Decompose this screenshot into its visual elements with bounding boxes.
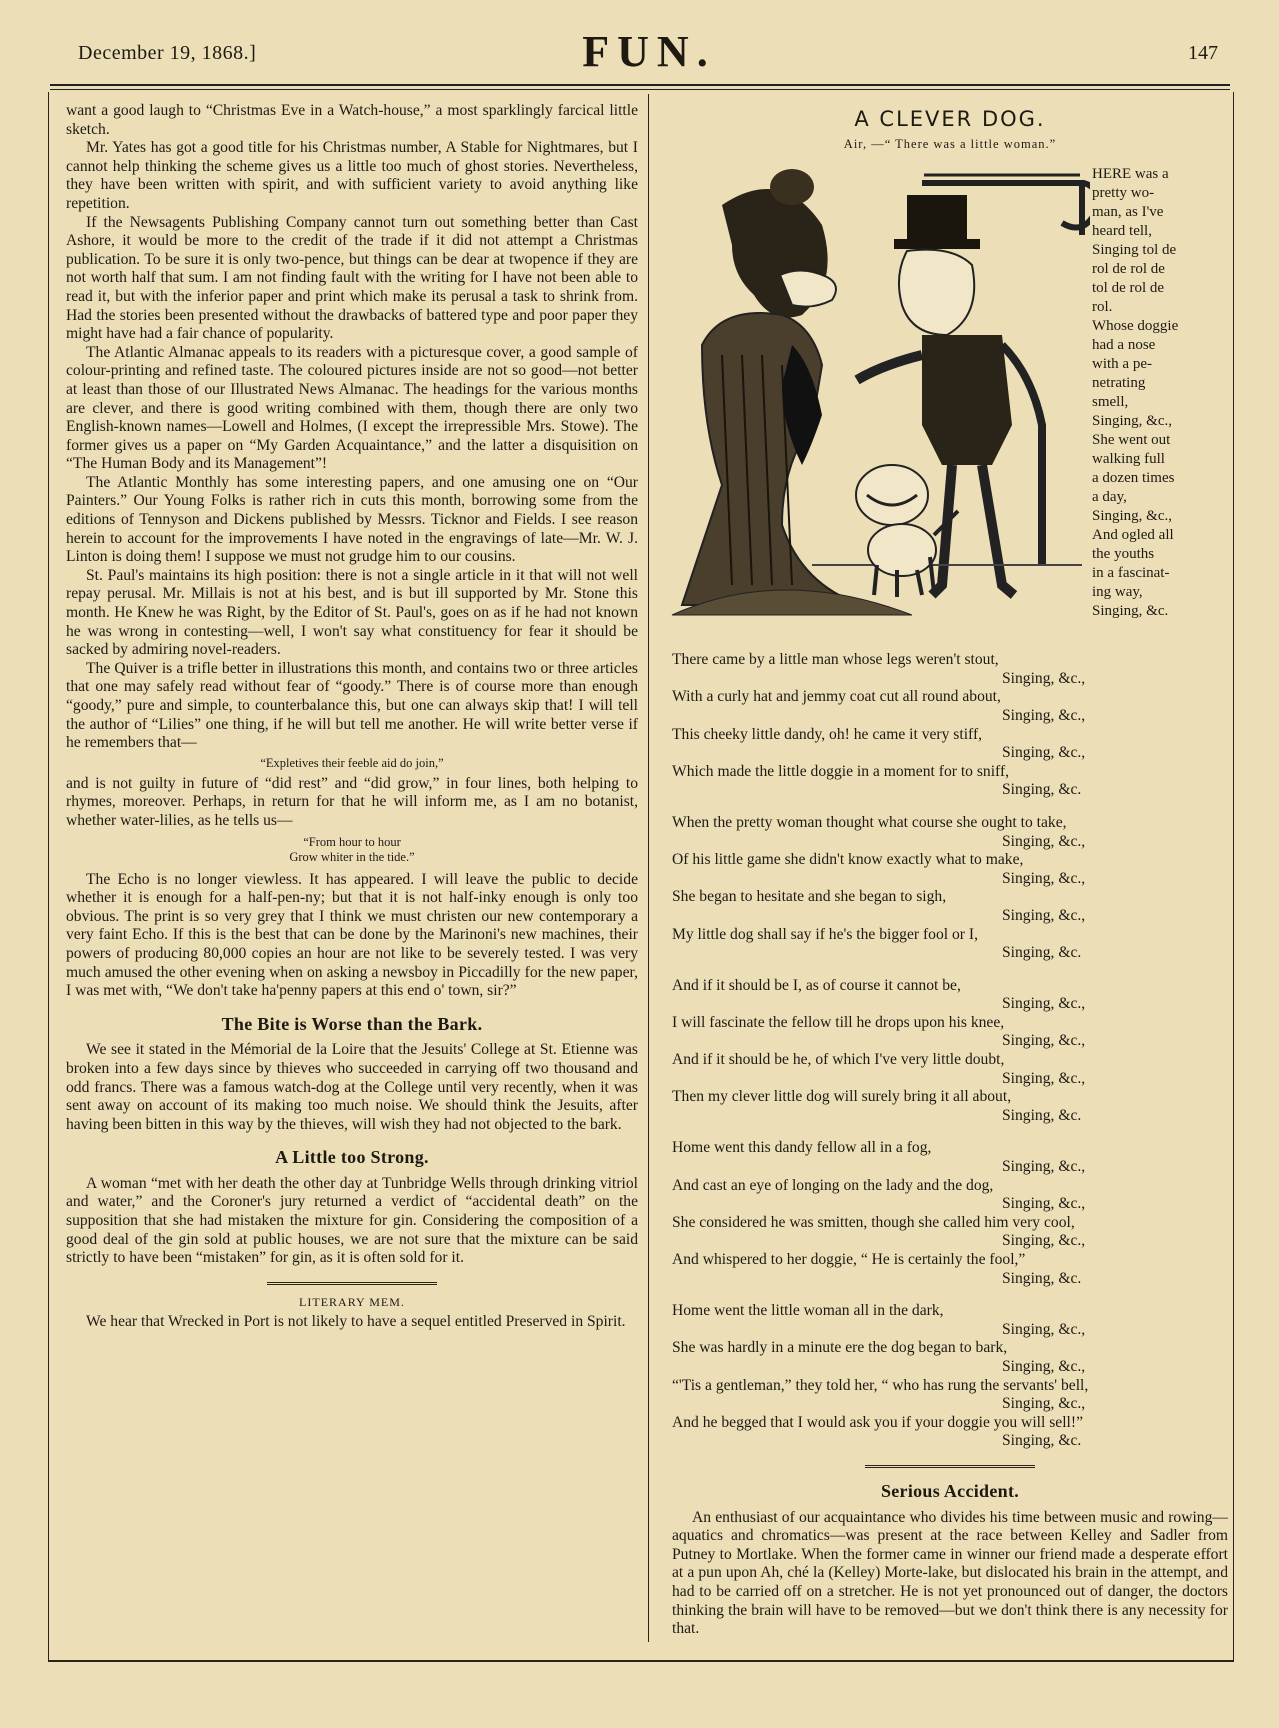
paragraph-christmas-eve: want a good laugh to “Christmas Eve in a Watch-house,” a most sparklingly farcical little sketch.	[66, 102, 638, 138]
verse-line: She went out	[1092, 432, 1171, 449]
refrain-line: Singing, &c.,	[1002, 1158, 1086, 1176]
verse-line: with a pe-	[1092, 356, 1152, 373]
verse-line: ing way,	[1092, 584, 1143, 601]
poem-title: A CLEVER DOG.	[854, 107, 1046, 131]
paragraph-atlantic-almanac: The Atlantic Almanac appeals to its readers with a picturesque cover, a good sample of colour-printing and refined taste. The coloured pictures inside are not so good—not better at least than those of our Illustrated News Almanac. The headings for the various months are clever, and there is good writing combined with them, though there are only two English-known names—Lowell and Holmes, (I except the irrepressible Mrs. Stowe). The former gives us a paper on “My Garden Acquaintance,” and the latter a disquisition on “The Human Body and its Management”!	[66, 343, 638, 473]
verse-line: pretty wo-	[1092, 185, 1155, 202]
section-rule	[267, 1282, 437, 1285]
issue-date: December 19, 1868.]	[78, 42, 257, 64]
refrain-line: Singing, &c.,	[1002, 906, 1086, 924]
refrain-line: Singing, &c.,	[1002, 832, 1086, 850]
verse-line: And ogled all	[1092, 527, 1174, 544]
masthead-rule	[50, 84, 1230, 86]
quotation-line: Grow whiter in the tide.”	[289, 849, 415, 864]
refrain-line: Singing, &c.	[1002, 781, 1082, 799]
refrain-line: Singing, &c.,	[1002, 744, 1086, 762]
verse-line: Of his little game she didn't know exactly what to make,	[672, 851, 1024, 869]
paragraph-echo: The Echo is no longer viewless. It has appeared. I will leave the public to decide whether it is enough for a half-pen-ny; but that it is not half-inky enough is only too obvious. The print is so very grey that I think we must christen our new contemporary a very faint Echo. If this is the best that can be done by the Marinoni's new machines, their powers of producing 80,000 copies an hour are not like to be severely tested. I was very much amused the other evening when on asking a newsboy in Piccadilly for the new paper, I was met with, “We don't take ha'penny papers at this end o' town, sir?”	[66, 870, 638, 1000]
paragraph-jesuits: We see it stated in the Mémorial de la Loire that the Jesuits' College at St. Etienne was broken into a few days since by thieves who succeeded in carrying off two thousand and odd francs. There was a famous watch-dog at the College until very recently, when it was sent away on account of its making too much noise. We should think the Jesuits, after having been bitten in this way by the thieves, will wish they had not objected to the bark.	[66, 1041, 638, 1133]
verse-line: And he begged that I would ask you if your doggie you will sell!”	[672, 1413, 1083, 1431]
verse-line: And cast an eye of longing on the lady and the dog,	[672, 1176, 994, 1194]
paragraph-tunbridge: A woman “met with her death the other day at Tunbridge Wells through drinking vitriol and water,” and the Coroner's jury returned a verdict of “accidental death” on the supposition that she had mistaken the mixture for gin. Considering the composition of a good deal of the gin sold at public houses, we are not sure that the mixture can be said strictly to have been “mistaken” for gin, as it is often sold for it.	[66, 1174, 638, 1267]
stanza	[672, 1139, 1228, 1288]
verse-line: rol.	[1092, 299, 1113, 316]
section-rule	[865, 1465, 1035, 1468]
serious-accident-article	[672, 1509, 1228, 1639]
refrain-line: Singing, &c.,	[1002, 669, 1086, 687]
heading-literary-mem: LITERARY MEM.	[299, 1294, 405, 1309]
verse-line: She considered he was smitten, though she called him very cool,	[672, 1213, 1075, 1231]
verse-line: Singing, &c.,	[1092, 413, 1173, 430]
paragraph-quiver: The Quiver is a trifle better in illustrations this month, and contains two or three articles that one may safely read without fear of “goody.” There is of course more than enough “goody,” pure and simple, to counterbalance this, but one can always skip that! I will tell the author of “Lilies” one thing, if he will but tell me another. He will write better verse if he remembers that—	[66, 659, 638, 752]
heading-little-too-strong: A Little too Strong.	[275, 1147, 429, 1168]
masthead	[74, 27, 1224, 80]
quotation-line: “From hour to hour	[303, 834, 401, 849]
refrain-line: Singing, &c.,	[1002, 1032, 1086, 1050]
verse-line: the youths	[1092, 546, 1155, 563]
paragraph-serious-accident: An enthusiast of our acquaintance who divides his time between music and rowing—aquatics and chromatics—was present at the race between Kelley and Sadler from Putney to Mortlake. When the former came in winner our friend made a desperate effort at a pun upon Ah, ché la (Kelley) Morte-lake, but dislocated his brain in the attempt, and had to be carried off on a stretcher. He is not yet pronounced out of danger, the doctors thinking the brain will have to be removed—but we don't think there is any necessity for that.	[672, 1508, 1228, 1638]
verse-line: And if it should be I, as of course it cannot be,	[672, 976, 961, 994]
verse-line: She began to hesitate and she began to sigh,	[672, 888, 947, 906]
verse-line: netrating	[1092, 375, 1146, 392]
paragraph-wrecked-in-port: We hear that Wrecked in Port is not likely to have a sequel entitled Preserved in Spirit.	[86, 1313, 626, 1331]
left-column	[66, 102, 638, 1332]
heading-serious-accident: Serious Accident.	[880, 1480, 1020, 1501]
paragraph-newsagents: If the Newsagents Publishing Company cannot turn out something better than Cast Ashore, it would be more to the credit of the trade if it did not attempt a Christmas publication. To be sure it is only two-pence, but things can be dear at twopence if they are not worth half that sum. I am not finding fault with the writing for I have not been able to read it, but with the inferior paper and print which make its perusal a task to shrink from. Had the stories been presented without the drawbacks of battered type and poor paper they might have had a fair chance of popularity.	[66, 213, 638, 343]
verse-line: With a curly hat and jemmy coat cut all round about,	[672, 688, 1001, 706]
column-divider	[648, 94, 649, 1642]
refrain-line: Singing, &c.	[1002, 1106, 1082, 1124]
poem-opening-verse	[1092, 165, 1228, 621]
stanza	[672, 977, 1228, 1126]
refrain-line: Singing, &c.,	[1002, 706, 1086, 724]
refrain-line: Singing, &c.,	[1002, 1069, 1086, 1087]
refrain-line: Singing, &c.	[1002, 1269, 1082, 1287]
paragraph-did-rest: and is not guilty in future of “did rest” and “did grow,” in four lines, both helping to rhymes, moreover. Perhaps, in return for that he will inform me, as I am no botanist, whether water-lilies, as he tells us—	[66, 774, 638, 829]
refrain-line: Singing, &c.,	[1002, 1395, 1086, 1413]
paragraph-atlantic-monthly: The Atlantic Monthly has some interesting papers, and one amusing one on “Our Painters.” Our Young Folks is rather rich in cuts this month, borrowing some from the editions of Tennyson and Dickens published by Messrs. Ticknor and Fields. I see reason herein to account for the improvements I have noted in the engravings of late—Mr. W. J. Linton is doing them! I suppose we must not grudge him to our cousins.	[66, 473, 638, 566]
refrain-line: Singing, &c.,	[1002, 1195, 1086, 1213]
page-number: 147	[1188, 42, 1218, 64]
right-column	[672, 107, 1228, 1639]
refrain-line: Singing, &c.,	[1002, 869, 1086, 887]
paragraph-st-pauls: St. Paul's maintains its high position: there is not a single article in it that will not well repay perusal. Mr. Millais is not at his best, and is but ill supported by Mr. Stone this month. He Knew he was Right, by the Editor of St. Paul's, goes on as if he had not known he was wrong in contesting—well, I won't say what constituency for fear it should be sacked by admiring novel-readers.	[66, 566, 638, 659]
stanza	[672, 1302, 1228, 1451]
refrain-line: Singing, &c.,	[1002, 1320, 1086, 1338]
refrain-line: Singing, &c.	[1002, 1432, 1082, 1450]
verse-line: rol de rol de	[1092, 261, 1165, 278]
verse-line: Whose doggie	[1092, 318, 1179, 335]
verse-line: walking full	[1092, 451, 1165, 468]
verse-line: Then my clever little dog will surely bring it all about,	[672, 1088, 1012, 1106]
verse-line: And whispered to her doggie, “ He is certainly the fool,”	[672, 1251, 1026, 1268]
heading-bite-worse: The Bite is Worse than the Bark.	[221, 1013, 483, 1034]
verse-line: Singing, &c.,	[1092, 508, 1173, 525]
verse-line: Home went the little woman all in the dark,	[672, 1302, 944, 1320]
verse-line: Home went this dandy fellow all in a fog,	[672, 1139, 932, 1157]
paragraph-yates: Mr. Yates has got a good title for his Christmas number, A Stable for Nightmares, but I cannot help thinking the scheme gives us a little too much of ghost stories. Nevertheless, they have been written with spirit, and with sufficient variety to avoid anything like repetition.	[66, 139, 638, 212]
verse-line: I will fascinate the fellow till he drops upon his knee,	[672, 1013, 1005, 1031]
verse-line: She was hardly in a minute ere the dog began to bark,	[672, 1339, 1008, 1357]
refrain-line: Singing, &c.	[1002, 944, 1082, 962]
illustration-block	[672, 165, 1228, 651]
verse-line: heard tell,	[1092, 223, 1152, 240]
verse-line: in a fascinat-	[1092, 565, 1170, 582]
quotation-expletives: “Expletives their feeble aid do join,”	[260, 755, 444, 770]
stanza	[672, 814, 1228, 963]
verse-line: had a nose	[1092, 337, 1156, 354]
poem-air: Air, —“ There was a little woman.”	[843, 136, 1057, 151]
verse-line: “'Tis a gentleman,” they told her, “ who has rung the servants' bell,	[672, 1376, 1089, 1394]
verse-line: When the pretty woman thought what course she ought to take,	[672, 813, 1067, 831]
verse-line: man, as I've	[1092, 204, 1164, 221]
verse-line: Which made the little doggie in a moment for to sniff,	[672, 762, 1010, 780]
refrain-line: Singing, &c.,	[1002, 1357, 1086, 1375]
refrain-line: Singing, &c.,	[1002, 995, 1086, 1013]
verse-line: a day,	[1092, 489, 1127, 506]
publication-title: FUN.	[582, 27, 716, 76]
stanza	[672, 651, 1228, 800]
quotation-hour	[66, 835, 638, 865]
verse-line: a dozen times	[1092, 470, 1175, 487]
verse-line: Singing, &c.	[1092, 603, 1169, 620]
verse-line: smell,	[1092, 394, 1129, 411]
verse-line: My little dog shall say if he's the bigger fool or I,	[672, 925, 978, 943]
masthead-rule-thin	[50, 89, 1230, 90]
verse-line: And if it should be he, of which I've very little doubt,	[672, 1051, 1005, 1069]
verse-line: This cheeky little dandy, oh! he came it very stiff,	[672, 725, 983, 743]
verse-line: HERE was a	[1092, 166, 1169, 183]
refrain-line: Singing, &c.,	[1002, 1232, 1086, 1250]
verse-line: Singing tol de	[1092, 242, 1177, 259]
illustration-woman-dandy-dog	[662, 165, 1090, 631]
verse-line: There came by a little man whose legs weren't stout,	[672, 651, 999, 669]
verse-line: tol de rol de	[1092, 280, 1165, 297]
